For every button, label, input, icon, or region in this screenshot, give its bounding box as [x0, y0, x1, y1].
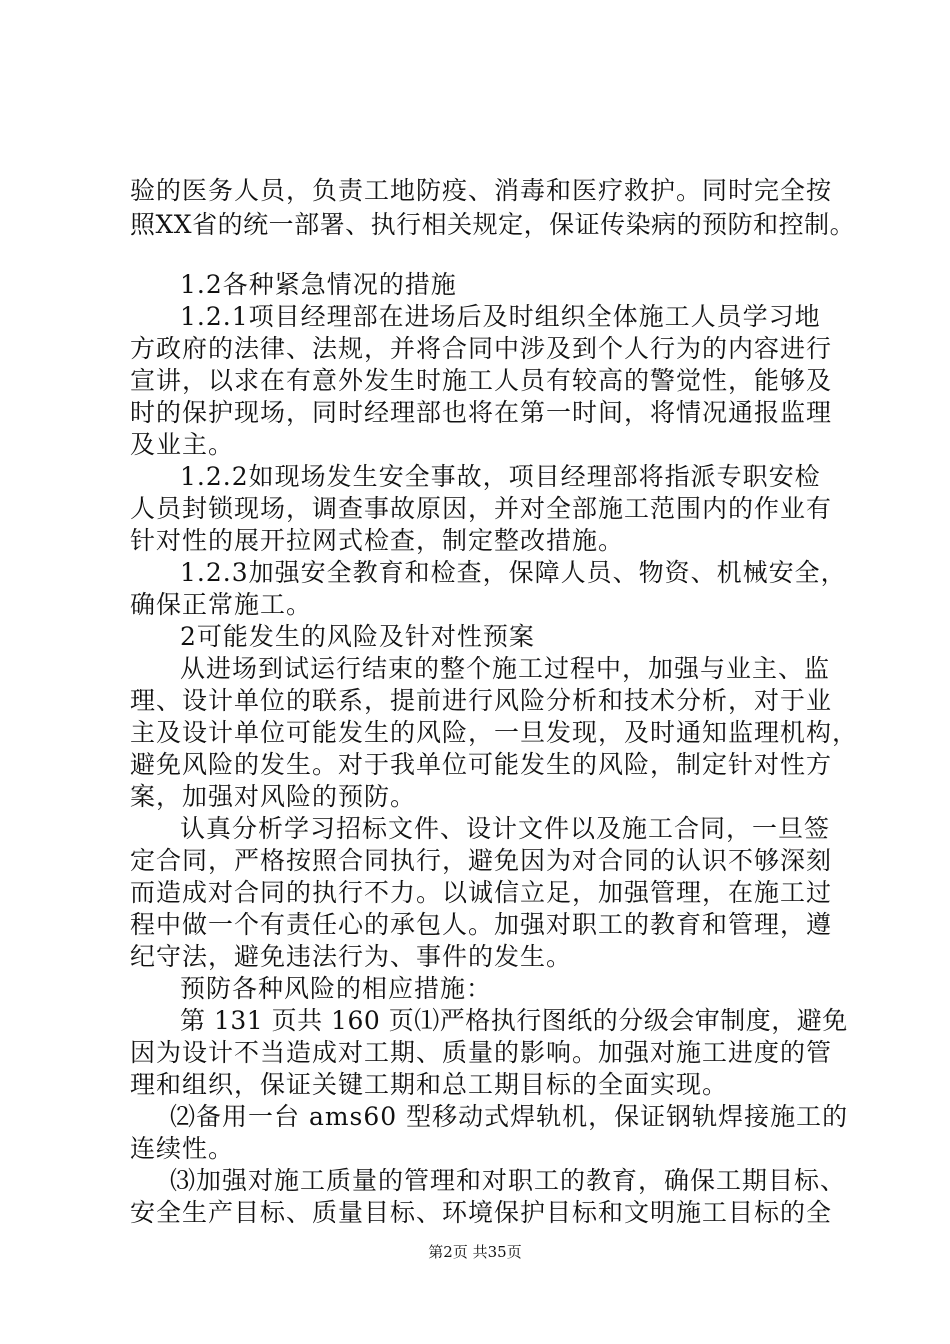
text-line: 认真分析学习招标文件、设计文件以及施工合同，一旦签 [180, 814, 831, 843]
section-heading: 2可能发生的风险及针对性预案 [180, 622, 535, 651]
text-line: 1.2.2如现场发生安全事故，项目经理部将指派专职安检 [180, 462, 821, 491]
page-footer: 第2页 共35页 [428, 1243, 522, 1261]
text-line: 案，加强对风险的预防。 [130, 782, 417, 811]
text-line: 及业主。 [130, 430, 235, 459]
text-line: 定合同，严格按照合同执行，避免因为对合同的认识不够深刻 [130, 846, 833, 875]
text-line: 人员封锁现场，调查事故原因，并对全部施工范围内的作业有 [130, 494, 833, 523]
text-line: 纪守法，避免违法行为、事件的发生。 [130, 942, 573, 971]
text-line: 理、设计单位的联系，提前进行风险分析和技术分析，对于业 [130, 686, 833, 715]
text-line: 连续性。 [130, 1134, 235, 1163]
text-line: 第 131 页共 160 页⑴严格执行图纸的分级会审制度，避免 [180, 1006, 848, 1035]
text-line: 因为设计不当造成对工期、质量的影响。加强对施工进度的管 [130, 1038, 833, 1067]
text-line: 宣讲，以求在有意外发生时施工人员有较高的警觉性，能够及 [130, 366, 833, 395]
text-line: 理和组织，保证关键工期和总工期目标的全面实现。 [130, 1070, 729, 1099]
text-line: 针对性的展开拉网式检查，制定整改措施。 [130, 526, 625, 555]
text-line: 方政府的法律、法规，并将合同中涉及到个人行为的内容进行 [130, 334, 833, 363]
text-line: 时的保护现场，同时经理部也将在第一时间，将情况通报监理 [130, 398, 833, 427]
text-line: ⑶加强对施工质量的管理和对职工的教育，确保工期目标、 [170, 1166, 847, 1195]
text-line: 确保正常施工。 [130, 590, 313, 619]
text-line: 预防各种风险的相应措施： [180, 974, 493, 1003]
text-line: 1.2.1项目经理部在进场后及时组织全体施工人员学习地 [180, 302, 821, 331]
text-line: 从进场到试运行结束的整个施工过程中，加强与业主、监 [180, 654, 831, 683]
text-line: 安全生产目标、质量目标、环境保护目标和文明施工目标的全 [130, 1198, 833, 1227]
text-line: ⑵备用一台 ams60 型移动式焊轨机，保证钢轨焊接施工的 [170, 1102, 849, 1131]
text-line: 而造成对合同的执行不力。以诚信立足，加强管理，在施工过 [130, 878, 833, 907]
section-heading: 1.2各种紧急情况的措施 [180, 270, 457, 299]
text-line: 程中做一个有责任心的承包人。加强对职工的教育和管理，遵 [130, 910, 833, 939]
text-line: 照XX省的统一部署、执行相关规定，保证传染病的预防和控制。 [130, 210, 856, 239]
text-line: 主及设计单位可能发生的风险，一旦发现，及时通知监理机构， [130, 718, 859, 747]
text-line: 1.2.3加强安全教育和检查，保障人员、物资、机械安全， [180, 558, 847, 587]
text-line: 避免风险的发生。对于我单位可能发生的风险，制定针对性方 [130, 750, 833, 779]
text-line: 验的医务人员，负责工地防疫、消毒和医疗救护。同时完全按 [130, 176, 833, 205]
